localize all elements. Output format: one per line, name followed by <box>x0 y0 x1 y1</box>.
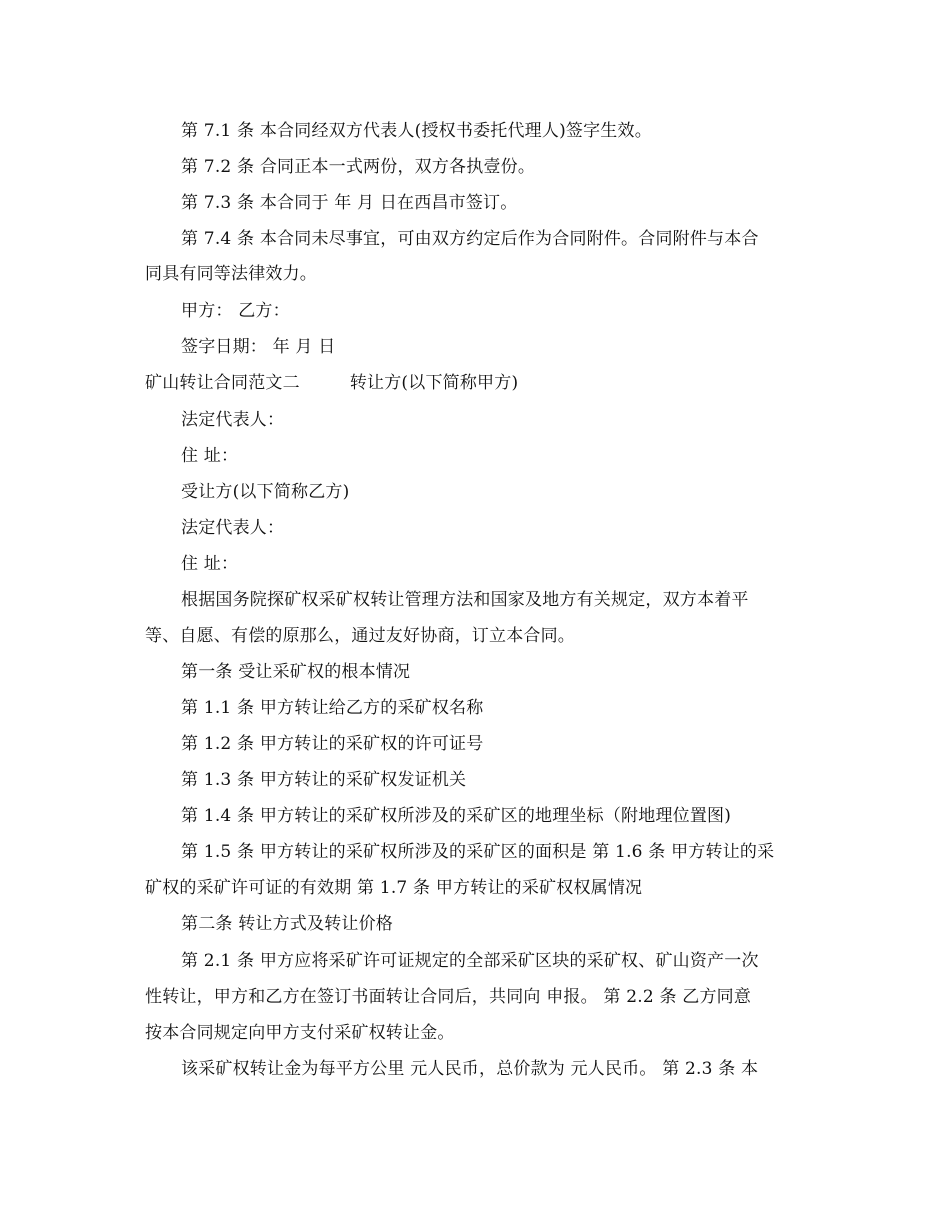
clause-7-3: 第 7.3 条 本合同于 年 月 日在西昌市签订。 <box>181 193 518 213</box>
section-title: 矿山转让合同范文二 <box>145 373 300 393</box>
preamble-cont: 等、自愿、有偿的原那么，通过友好协商，订立本合同。 <box>145 626 575 646</box>
section-heading-line <box>145 373 518 393</box>
transferor-label: 转让方(以下简称甲方) <box>349 373 519 393</box>
clause-7-4: 第 7.4 条 本合同未尽事宜，可由双方约定后作为合同附件。合同附件与本合 <box>181 229 759 249</box>
preamble: 根据国务院探矿权采矿权转让管理方法和国家及地方有关规定，双方本着平 <box>181 590 749 610</box>
clause-2-1-cont: 性转让，甲方和乙方在签订书面转让合同后，共同向 申报。 第 2.2 条 乙方同意 <box>145 987 752 1007</box>
signing-date-line: 签字日期： 年 月 日 <box>181 337 336 357</box>
transferor-legal-rep: 法定代表人： <box>181 410 285 430</box>
party-signature-line: 甲方： 乙方： <box>181 301 290 321</box>
clause-1-2: 第 1.2 条 甲方转让的采矿权的许可证号 <box>181 734 484 754</box>
clause-1-5: 第 1.5 条 甲方转让的采矿权所涉及的采矿区的面积是 第 1.6 条 甲方转让的采 <box>181 842 775 862</box>
clause-7-4-cont: 同具有同等法律效力。 <box>145 264 317 284</box>
clause-7-2: 第 7.2 条 合同正本一式两份，双方各执壹份。 <box>181 157 536 177</box>
transferee-address: 住 址： <box>181 554 239 574</box>
transferee-legal-rep: 法定代表人： <box>181 518 285 538</box>
clause-2-1: 第 2.1 条 甲方应将采矿许可证规定的全部采矿区块的采矿权、矿山资产一次 <box>181 951 759 971</box>
clause-1-3: 第 1.3 条 甲方转让的采矿权发证机关 <box>181 770 467 790</box>
transfer-fee-line: 该采矿权转让金为每平方公里 元人民币，总价款为 元人民币。 第 2.3 条 本 <box>181 1059 759 1079</box>
transferee-label: 受让方(以下简称乙方) <box>181 482 350 502</box>
article-2-heading: 第二条 转让方式及转让价格 <box>181 914 394 934</box>
clause-1-1: 第 1.1 条 甲方转让给乙方的采矿权名称 <box>181 698 484 718</box>
clause-2-2-cont: 按本合同规定向甲方支付采矿权转让金。 <box>145 1023 455 1043</box>
clause-1-5-cont: 矿权的采矿许可证的有效期 第 1.7 条 甲方转让的采矿权权属情况 <box>145 878 643 898</box>
article-1-heading: 第一条 受让采矿权的根本情况 <box>181 662 411 682</box>
transferor-address: 住 址： <box>181 446 239 466</box>
clause-7-1: 第 7.1 条 本合同经双方代表人(授权书委托代理人)签字生效。 <box>181 121 652 141</box>
clause-1-4: 第 1.4 条 甲方转让的采矿权所涉及的采矿区的地理坐标（附地理位置图) <box>181 806 732 826</box>
